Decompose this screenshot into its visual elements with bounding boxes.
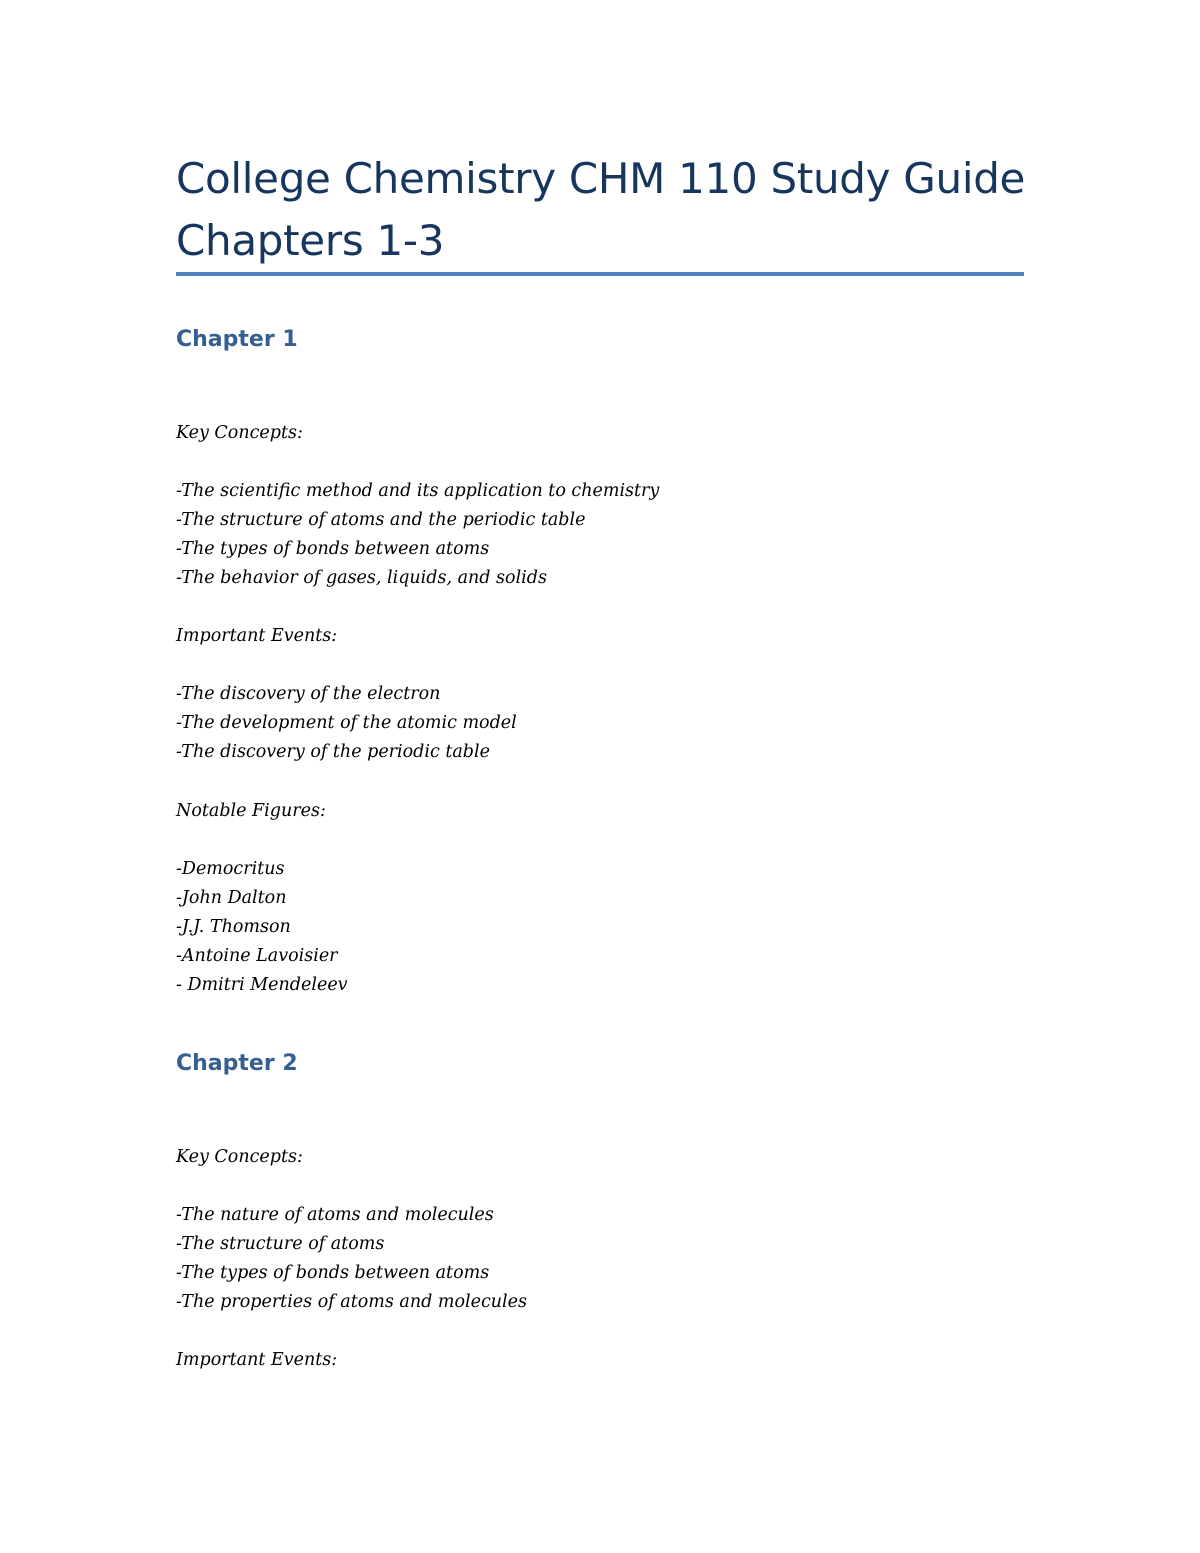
chapter-1-event-item: -The discovery of the electron <box>176 684 441 704</box>
chapter-1-figure-item: -Antoine Lavoisier <box>176 946 338 966</box>
title-divider <box>176 272 1024 276</box>
chapter-1-heading: Chapter 1 <box>176 327 298 352</box>
chapter-1-figure-item: -Democritus <box>176 859 285 879</box>
chapter-1-key-concept-item: -The behavior of gases, liquids, and solids <box>176 568 547 588</box>
chapter-1-key-concepts-label: Key Concepts: <box>176 423 303 443</box>
chapter-1-figure-item: -J.J. Thomson <box>176 917 291 937</box>
chapter-1-important-events-label: Important Events: <box>176 626 338 646</box>
chapter-1-key-concept-item: -The structure of atoms and the periodic table <box>176 510 586 530</box>
chapter-2-important-events-label: Important Events: <box>176 1350 338 1370</box>
chapter-2-key-concepts-label: Key Concepts: <box>176 1147 303 1167</box>
chapter-1-key-concept-item: -The scientific method and its application to chemistry <box>176 481 660 501</box>
chapter-1-figure-item: - Dmitri Mendeleev <box>176 975 348 995</box>
chapter-1-event-item: -The discovery of the periodic table <box>176 742 490 762</box>
chapter-1-figure-item: -John Dalton <box>176 888 287 908</box>
chapter-1-key-concept-item: -The types of bonds between atoms <box>176 539 490 559</box>
chapter-1-notable-figures-label: Notable Figures: <box>176 801 326 821</box>
chapter-2-key-concept-item: -The properties of atoms and molecules <box>176 1292 527 1312</box>
document-title: College Chemistry CHM 110 Study Guide Chapters 1-3 <box>176 154 1026 265</box>
chapter-2-key-concept-item: -The types of bonds between atoms <box>176 1263 490 1283</box>
chapter-2-key-concept-item: -The nature of atoms and molecules <box>176 1205 494 1225</box>
chapter-1-event-item: -The development of the atomic model <box>176 713 517 733</box>
chapter-2-key-concept-item: -The structure of atoms <box>176 1234 385 1254</box>
chapter-2-heading: Chapter 2 <box>176 1051 298 1076</box>
